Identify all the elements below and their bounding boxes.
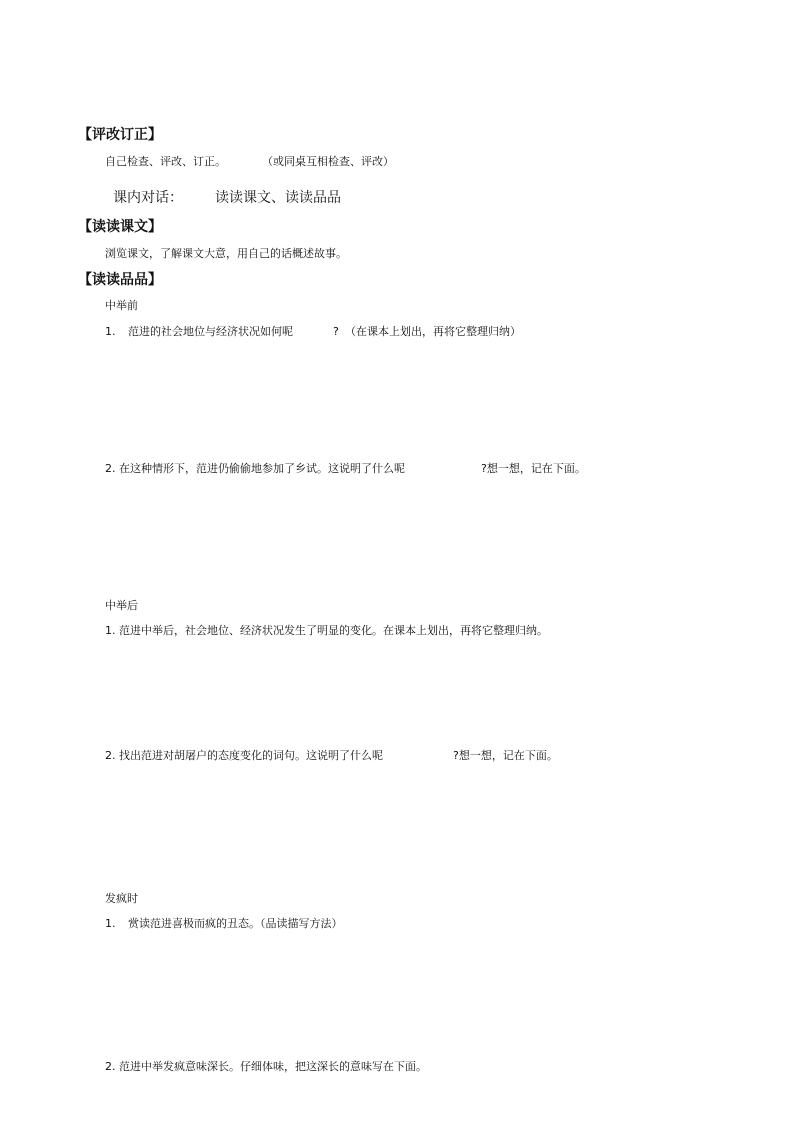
after-q1-text: 1. 范进中举后，社会地位、经济状况发生了明显的变化。在课本上划出，再将它整理归纳。 [105, 624, 548, 637]
review-instruction-note: （或同桌互相检查、评改） [262, 155, 394, 168]
after-exam-label: 中举后 [105, 599, 138, 612]
madness-q1-text: 赏读范进喜极而疯的丑态。（品读描写方法） [128, 917, 343, 930]
before-q1-text: 范进的社会地位与经济状况如何呢 [128, 325, 293, 338]
dialogue-topic: 读读课文、读读品品 [215, 190, 341, 206]
madness-q1-number: 1. [105, 917, 116, 930]
after-q2-tail: ?想一想，记在下面。 [453, 749, 558, 762]
madness-q2-text: 2. 范进中举发疯意味深长。仔细体味，把这深长的意味写在下面。 [105, 1060, 427, 1073]
review-instruction: 自己检查、评改、订正。 [105, 155, 226, 168]
after-q2-text: 2. 找出范进对胡屠户的态度变化的词句。这说明了什么呢 [105, 749, 383, 762]
read-text-heading: 【读读课文】 [78, 219, 162, 235]
madness-label: 发疯时 [105, 892, 138, 905]
before-q2-text: 2. 在这种情形下，范进仍偷偷地参加了乡试。这说明了什么呢 [105, 462, 405, 475]
before-q1-mark: ? [333, 325, 339, 338]
before-exam-label: 中举前 [105, 299, 138, 312]
read-savor-heading: 【读读品品】 [78, 272, 162, 288]
read-text-instruction: 浏览课文，了解课文大意，用自己的话概述故事。 [105, 247, 347, 260]
dialogue-label: 课内对话： [113, 190, 183, 206]
before-q1-note: （在课本上划出，再将它整理归纳） [345, 325, 521, 338]
before-q1-number: 1. [105, 325, 116, 338]
before-q2-tail: ?想一想，记在下面。 [481, 462, 586, 475]
review-heading: 【评改订正】 [78, 127, 162, 143]
